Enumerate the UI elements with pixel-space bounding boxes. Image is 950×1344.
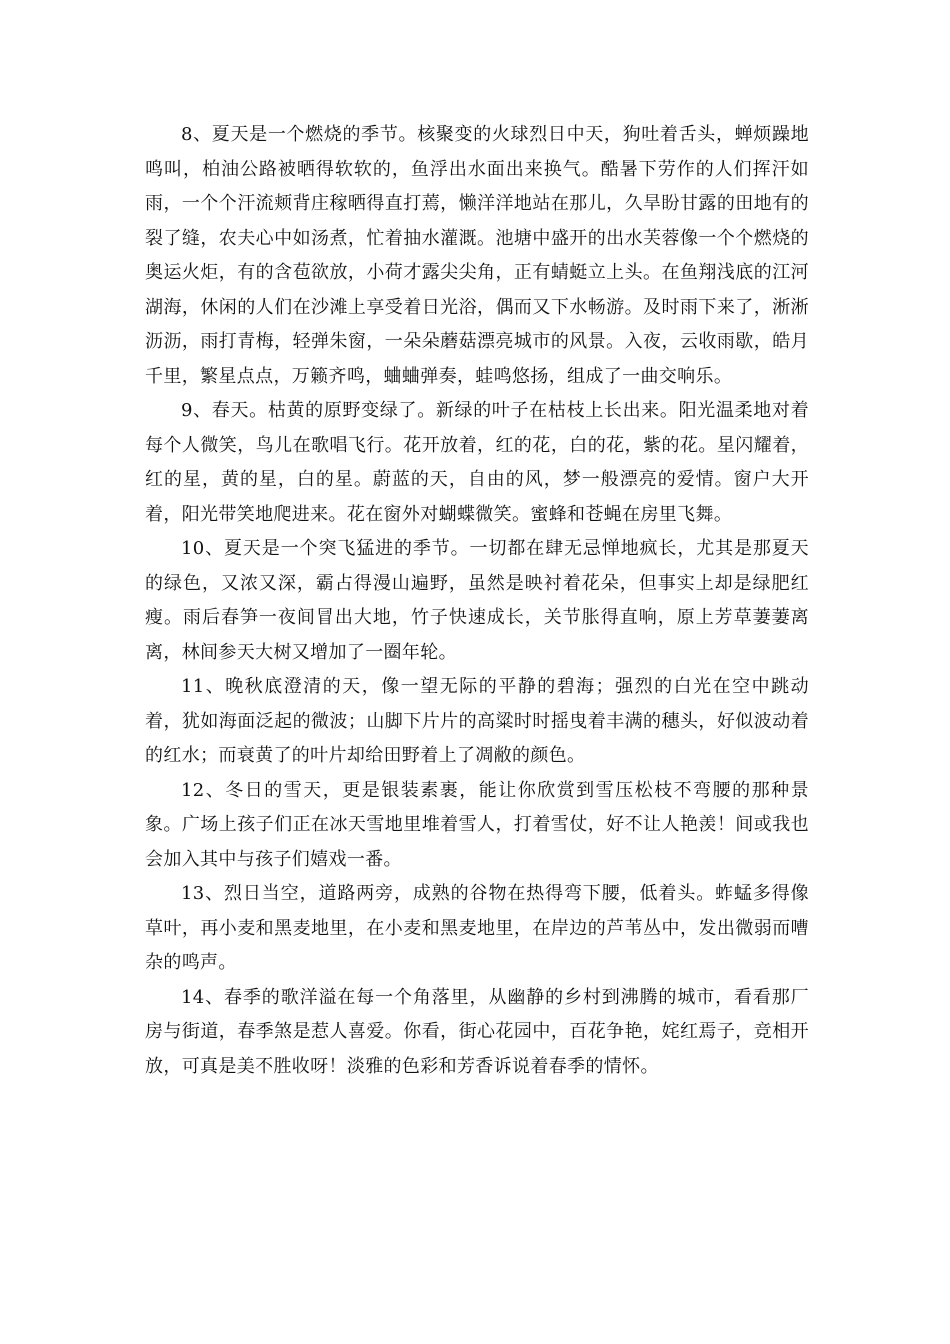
- paragraph-13: 13、烈日当空，道路两旁，成熟的谷物在热得弯下腰，低着头。蚱蜢多得像草叶，再小麦和黑麦地里，在小麦和黑麦地里，在岸边的芦苇丛中，发出微弱而嘈杂的鸣声。: [145, 883, 809, 973]
- paragraph-11: 11、晚秋底澄清的天，像一望无际的平静的碧海；强烈的白光在空中跳动着，犹如海面泛起的微波；山脚下片片的高粱时时摇曳着丰满的穗头，好似波动着的红水；而衰黄了的叶片却给田野着上了凋敝的颜色。: [145, 676, 809, 766]
- paragraph-10: 10、夏天是一个突飞猛进的季节。一切都在肆无忌惮地疯长，尤其是那夏天的绿色，又浓又深，霸占得漫山遍野，虽然是映衬着花朵，但事实上却是绿肥红瘦。雨后春笋一夜间冒出大地，竹子快速成长，关节胀得直响，原上芳草萋萋离离，林间参天大树又增加了一圈年轮。: [145, 538, 809, 663]
- paragraph-12: 12、冬日的雪天，更是银装素裹，能让你欣赏到雪压松枝不弯腰的那种景象。广场上孩子们正在冰天雪地里堆着雪人，打着雪仗，好不让人艳羡！间或我也会加入其中与孩子们嬉戏一番。: [145, 779, 809, 870]
- paragraph-14: 14、春季的歌洋溢在每一个角落里，从幽静的乡村到沸腾的城市，看看那厂房与街道，春季煞是惹人喜爱。你看，街心花园中，百花争艳，姹红焉子，竞相开放，可真是美不胜收呀！淡雅的色彩和芳香诉说着春季的情怀。: [145, 986, 809, 1077]
- paragraph-8: 8、夏天是一个燃烧的季节。核聚变的火球烈日中天，狗吐着舌头，蝉烦躁地鸣叫，柏油公路被晒得软软的，鱼浮出水面出来换气。酷暑下劳作的人们挥汗如雨，一个个汗流颊背庄稼晒得直打蔫，懒洋洋地站在那儿，久旱盼甘露的田地有的裂了缝，农夫心中如汤煮，忙着抽水灌溉。池塘中盛开的出水芙蓉像一个个燃烧的奥运火炬，有的含苞欲放，小荷才露尖尖角，正有蜻蜓立上头。在鱼翔浅底的江河湖海，休闲的人们在沙滩上享受着日光浴，偶而又下水畅游。及时雨下来了，淅淅沥沥，雨打青梅，轻弹朱窗，一朵朵蘑菇漂亮城市的风景。入夜，云收雨歇，皓月千里，繁星点点，万籁齐鸣，蛐蛐弹奏，蛙鸣悠扬，组成了一曲交响乐。: [145, 124, 809, 387]
- paragraph-9: 9、春天。枯黄的原野变绿了。新绿的叶子在枯枝上长出来。阳光温柔地对着每个人微笑，鸟儿在歌唱飞行。花开放着，红的花，白的花，紫的花。星闪耀着，红的星，黄的星，白的星。蔚蓝的天，自由的风，梦一般漂亮的爱情。窗户大开着，阳光带笑地爬进来。花在窗外对蝴蝶微笑。蜜蜂和苍蝇在房里飞舞。: [145, 400, 809, 525]
- document-body: [145, 118, 809, 1084]
